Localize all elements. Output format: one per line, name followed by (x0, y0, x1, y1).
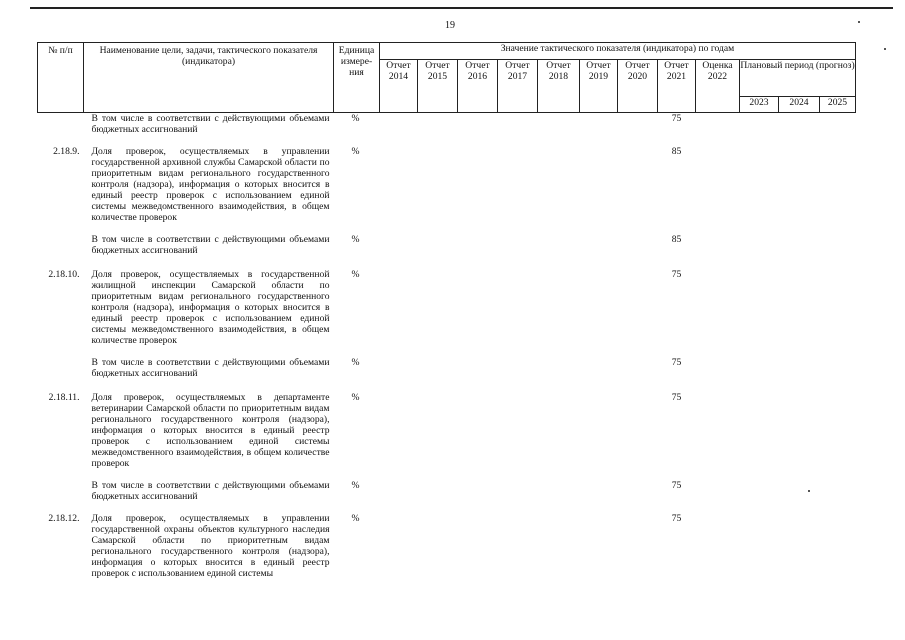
scan-speck (884, 48, 886, 50)
row-number (38, 480, 84, 513)
row-value-2021: 75 (671, 512, 682, 524)
table-row (38, 269, 856, 357)
row-name: Доля проверок, осуществляемых в государственной жилищной инспекции Самарской области по приоритетным видам регионального государственного контроля (надзора), информация о которых вносится в единый реестр проверок с использованием единой системы межведомственного взаимодействия, в общем количестве проверок (91, 268, 330, 346)
row-unit: % (351, 145, 360, 157)
header-year-2021: Отчет 2021 (658, 60, 696, 113)
row-value-2021: 75 (671, 268, 682, 280)
indicator-table (37, 42, 856, 591)
header-num: № п/п (38, 43, 84, 113)
scan-speck (858, 21, 860, 23)
header-name: Наименование цели, задачи, тактического показателя (индикатора) (84, 43, 334, 113)
table-body (38, 113, 856, 591)
row-value-2021: 75 (671, 356, 682, 368)
row-number (38, 357, 84, 392)
row-unit: % (351, 268, 360, 280)
row-unit: % (351, 391, 360, 403)
row-name: В том числе в соответствии с действующими объемами бюджетных ассигнований (91, 233, 330, 256)
row-value-2021: 75 (671, 113, 682, 124)
header-year-2017: Отчет 2017 (498, 60, 538, 113)
top-rule (30, 7, 893, 9)
table-header (38, 43, 856, 113)
row-value-2021: 75 (671, 391, 682, 403)
row-unit: % (351, 113, 360, 124)
row-name: В том числе в соответствии с действующими объемами бюджетных ассигнований (91, 113, 330, 135)
header-year-2014: Отчет 2014 (380, 60, 418, 113)
table-row (38, 113, 856, 146)
header-plan-2023: 2023 (740, 97, 779, 113)
row-number: 2.18.9. (53, 145, 80, 157)
row-value-2021: 85 (671, 145, 682, 157)
table-row (38, 234, 856, 269)
header-year-2018: Отчет 2018 (538, 60, 580, 113)
table-row (38, 392, 856, 480)
row-number (38, 234, 84, 269)
row-unit: % (351, 356, 360, 368)
scan-speck (808, 490, 810, 492)
row-name: Доля проверок, осуществляемых в департаменте ветеринарии Самарской области по приоритетным видам регионального государственного контроля (надзора), информация о которых вносится в единый реестр проверок с использованием единой системы межведомственного взаимодействия, в общем количестве проверок (91, 391, 330, 469)
header-plan-period: Плановый период (прогноз) (740, 60, 856, 97)
table-row (38, 480, 856, 513)
table-row (38, 513, 856, 591)
header-values-group: Значение тактического показателя (индикатора) по годам (380, 43, 856, 60)
header-plan-2024: 2024 (779, 97, 820, 113)
row-name: Доля проверок, осуществляемых в управлении государственной архивной службы Самарской области по приоритетным видам регионального государственного контроля (надзора), информация о которых вносится в единый реестр проверок с использованием единой системы межведомственного взаимодействия, в общем количестве проверок (91, 145, 330, 223)
row-value-2021: 75 (671, 479, 682, 491)
row-number: 2.18.12. (48, 512, 80, 524)
header-year-2019: Отчет 2019 (580, 60, 618, 113)
row-value-2021: 85 (671, 233, 682, 245)
row-unit: % (351, 479, 360, 491)
table-row (38, 146, 856, 234)
table-row (38, 357, 856, 392)
header-estimate-2022: Оценка 2022 (696, 60, 740, 113)
header-year-2020: Отчет 2020 (618, 60, 658, 113)
row-unit: % (351, 512, 360, 524)
row-name: В том числе в соответствии с действующими объемами бюджетных ассигнований (91, 356, 330, 379)
header-year-2016: Отчет 2016 (458, 60, 498, 113)
row-number: 2.18.10. (48, 268, 80, 280)
header-plan-2025: 2025 (820, 97, 856, 113)
page-number: 19 (445, 20, 455, 31)
row-number (38, 113, 84, 146)
row-name: В том числе в соответствии с действующими объемами бюджетных ассигнований (91, 479, 330, 502)
row-unit: % (351, 233, 360, 245)
header-year-2015: Отчет 2015 (418, 60, 458, 113)
row-number: 2.18.11. (48, 391, 80, 403)
header-unit: Единица измере-ния (334, 43, 380, 113)
row-name: Доля проверок, осуществляемых в управлении государственной охраны объектов культурного наследия Самарской области по приоритетным видам регионального государственного контроля (надзора), информация о которых вносится в единый реестр проверок с использованием единой системы (91, 512, 330, 579)
